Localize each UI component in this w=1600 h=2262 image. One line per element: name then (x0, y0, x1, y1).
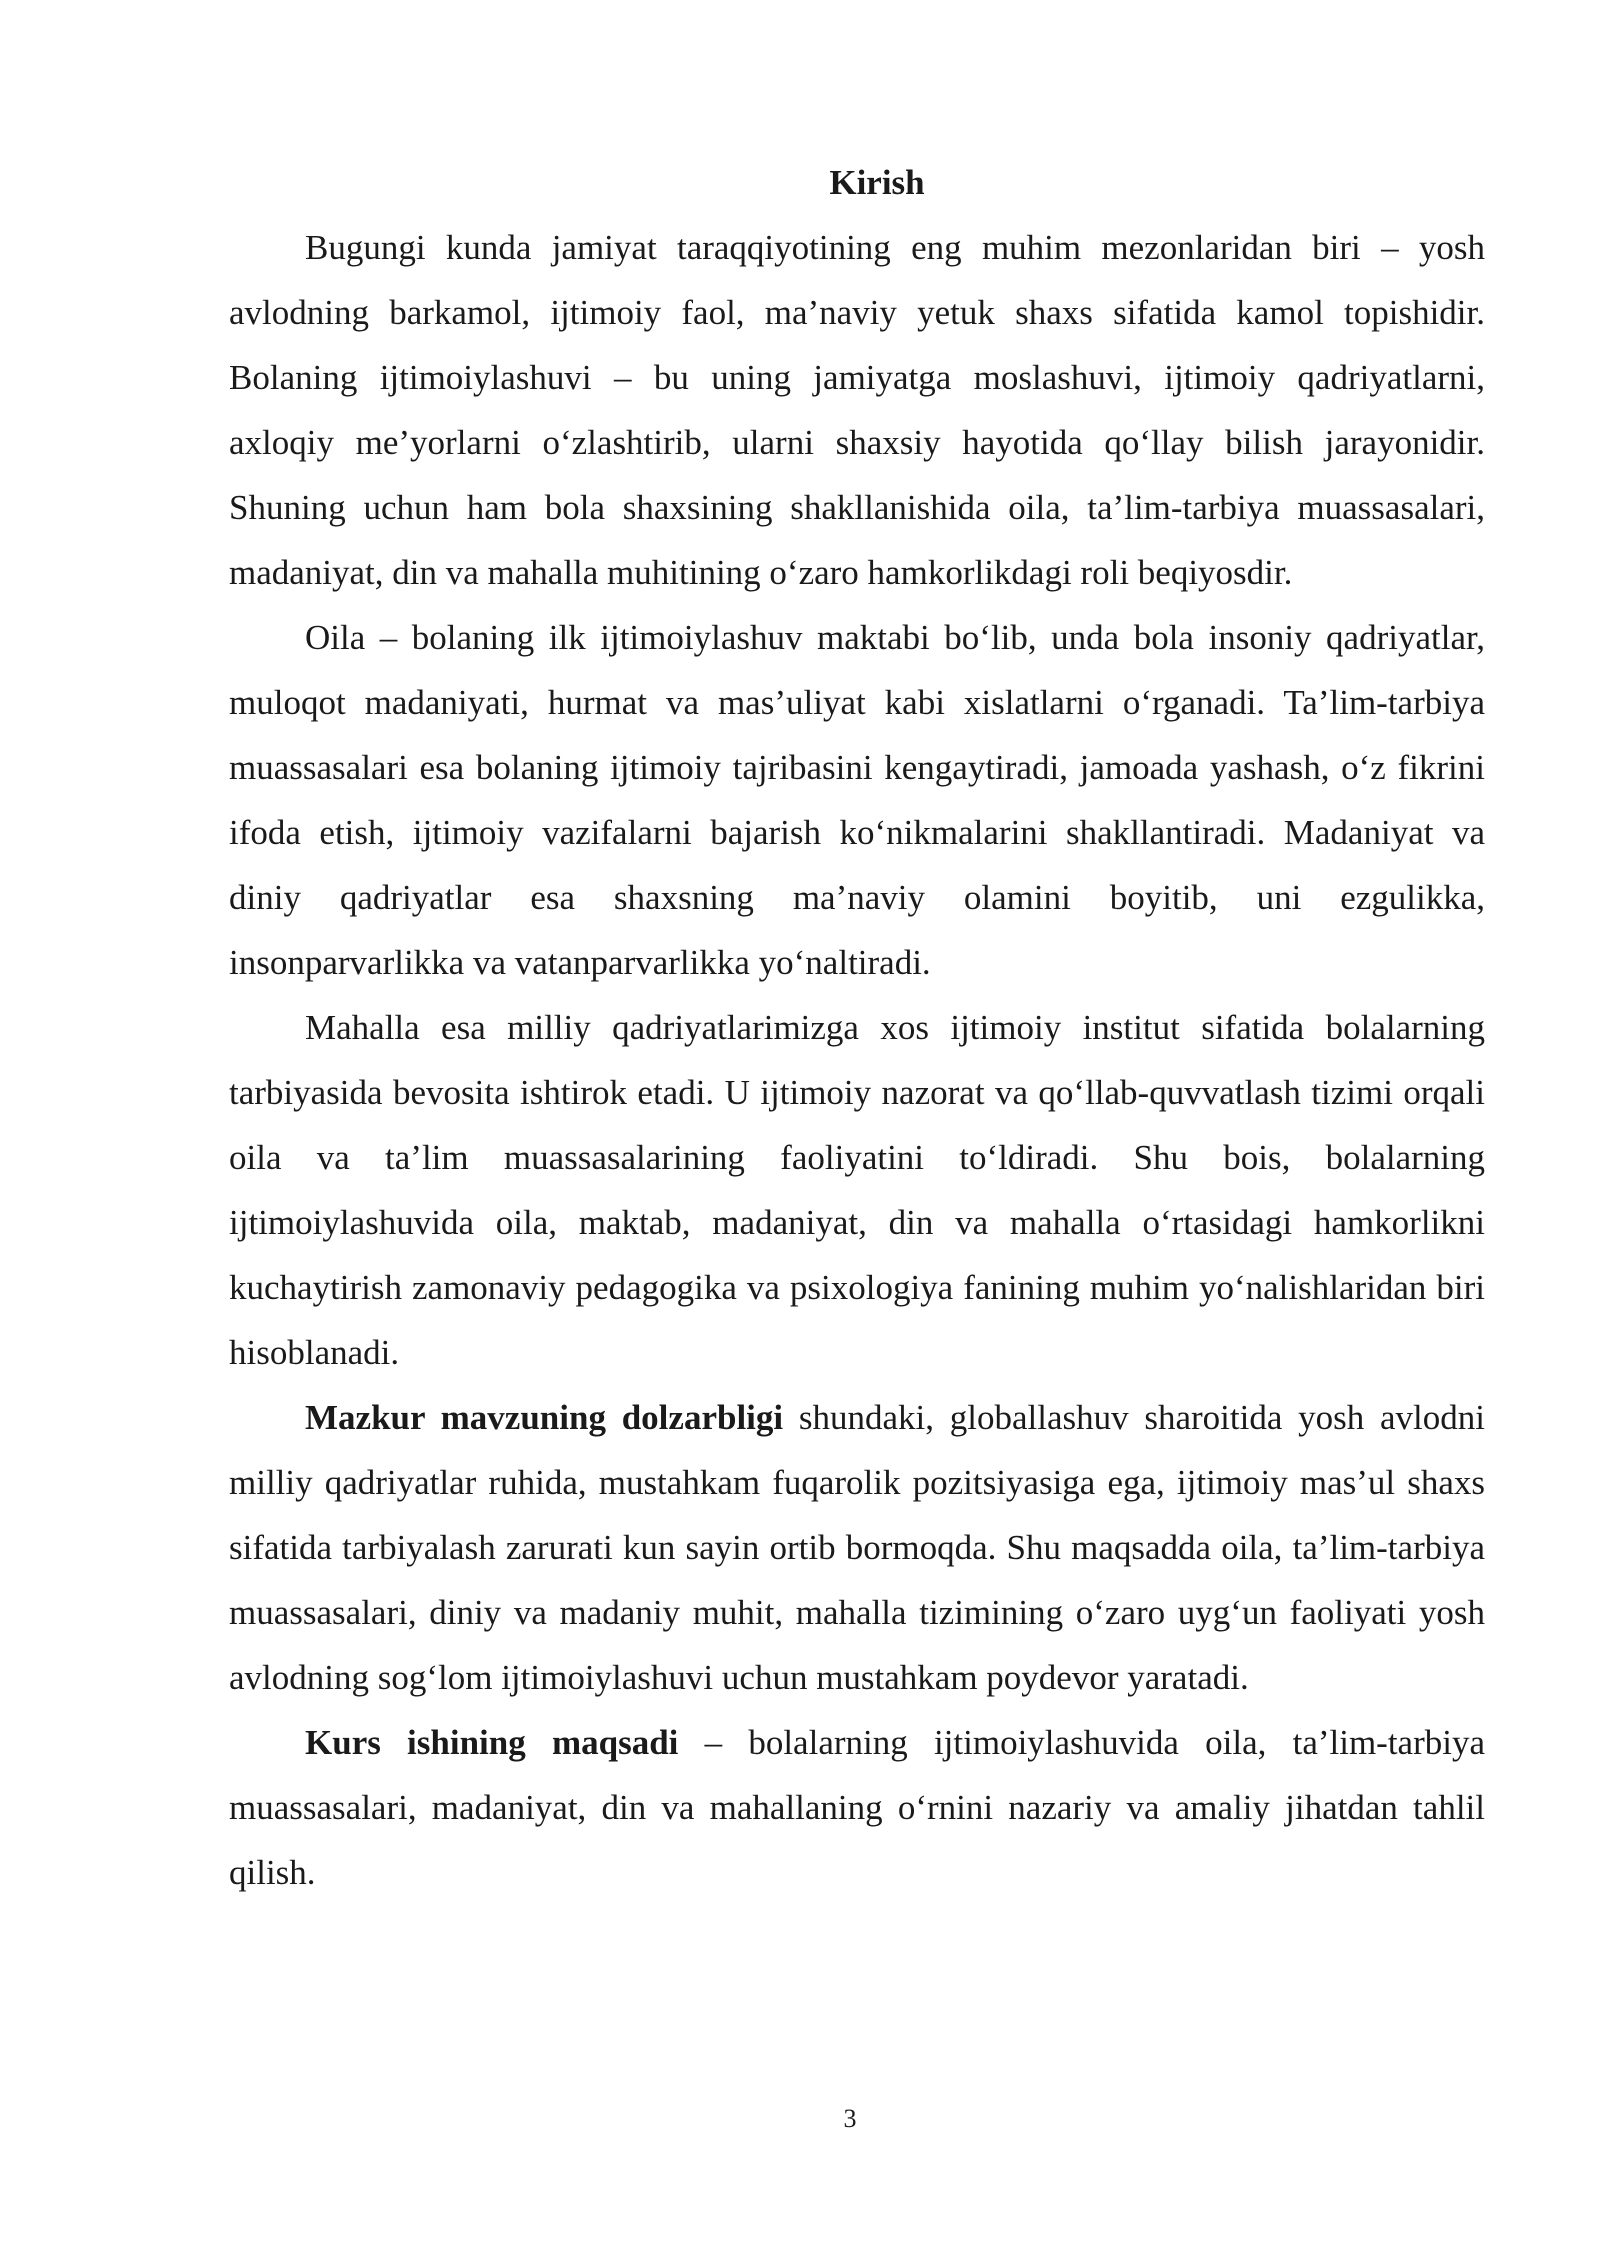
paragraph-text: Bugungi kunda jamiyat taraqqiyotining eng muhim mezonlaridan biri – yosh avlodning barkamol, ijtimoiy faol, ma’naviy yetuk shaxs sifatida kamol topishidir. Bolaning ijtimoiylashuvi – bu uning jamiyatga moslashuvi, ijtimoiy qadriyatlarni, axloqiy me’yorlarni o‘zlashtirib, ularni shaxsiy hayotida qo‘llay bilish jarayonidir. Shuning uchun ham bola shaxsining shakllanishida oila, ta’lim-tarbiya muassasalari, madaniyat, din va mahalla muhitining o‘zaro hamkorlikdagi roli beqiyosdir. (229, 228, 1485, 592)
paragraph-text: Oila – bolaning ilk ijtimoiylashuv maktabi bo‘lib, unda bola insoniy qadriyatlar, muloqot madaniyati, hurmat va mas’uliyat kabi xislatlarni o‘rganadi. Ta’lim-tarbiya muassasalari esa bolaning ijtimoiy tajribasini kengaytiradi, jamoada yashash, o‘z fikrini ifoda etish, ijtimoiy vazifalarni bajarish ko‘nikmalarini shakllantiradi. Madaniyat va diniy qadriyatlar esa shaxsning ma’naviy olamini boyitib, uni ezgulikka, insonparvarlikka va vatanparvarlikka yo‘naltiradi. (229, 618, 1485, 982)
paragraph-bold-lead: Mazkur mavzuning dolzarbligi (305, 1398, 784, 1437)
page-number: 3 (843, 2104, 857, 2133)
paragraph-text: Mahalla esa milliy qadriyatlarimizga xos ijtimoiy institut sifatida bolalarning tarbiyasida bevosita ishtirok etadi. U ijtimoiy nazorat va qo‘llab-quvvatlash tizimi orqali oila va ta’lim muassasalarining faoliyatini to‘ldiradi. Shu bois, bolalarning ijtimoiylashuvida oila, maktab, madaniyat, din va mahalla o‘rtasidagi hamkorlikni kuchaytirish zamonaviy pedagogika va psixologiya fanining muhim yo‘nalishlaridan biri hisoblanadi. (229, 1008, 1485, 1372)
paragraph-relevance (229, 1385, 1485, 1710)
paragraph-bold-lead: Kurs ishining maqsadi (305, 1723, 679, 1762)
page-content (229, 150, 1485, 1905)
paragraph-text: shundaki, globallashuv sharoitida yosh avlodni milliy qadriyatlar ruhida, mustahkam fuqarolik pozitsiyasiga ega, ijtimoiy mas’ul shaxs sifatida tarbiyalash zarurati kun sayin ortib bormoqda. Shu maqsadda oila, ta’lim-tarbiya muassasalari, diniy va madaniy muhit, mahalla tizimining o‘zaro uyg‘un faoliyati yosh avlodning sog‘lom ijtimoiylashuvi uchun mustahkam poydevor yaratadi. (229, 1398, 1485, 1697)
paragraph-text: – bolalarning ijtimoiylashuvida oila, ta’lim-tarbiya muassasalari, madaniyat, din va mahallaning o‘rnini nazariy va amaliy jihatdan tahlil qilish. (229, 1723, 1486, 1892)
paragraph-mahalla (229, 995, 1485, 1385)
paragraph-goal (229, 1710, 1485, 1905)
paragraph-family (229, 605, 1485, 995)
section-title: Kirish (829, 163, 925, 202)
paragraph-intro (229, 215, 1485, 605)
